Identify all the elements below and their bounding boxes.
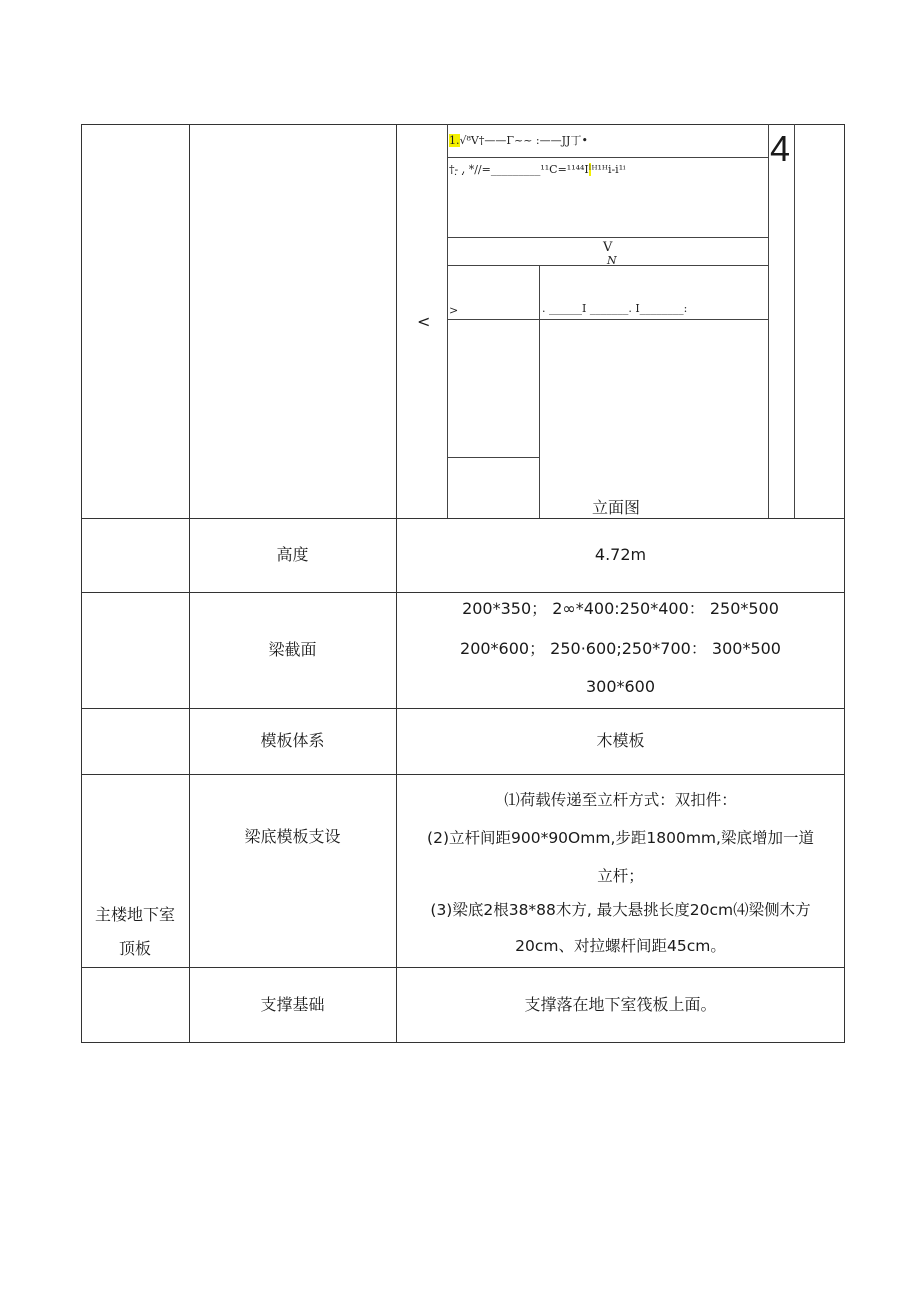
- row-divider-3: [81, 708, 845, 709]
- row-divider-2: [81, 592, 845, 593]
- garbled-text-d: ᴴ¹ᴴi-i¹ⁱ: [591, 163, 626, 176]
- row-divider-1: [81, 518, 845, 519]
- row-label-formwork-system: 模板体系: [260, 731, 325, 750]
- beam-bottom-line-3: 立杆；: [597, 867, 644, 885]
- drawing-frame-right: [768, 124, 769, 518]
- group-label-line-2: 顶板: [118, 939, 151, 958]
- garbled-text-b: ¹¹C=¹¹⁴⁴I: [540, 163, 589, 176]
- drawing-caption: 立面图: [592, 498, 641, 517]
- v-mark: V: [603, 240, 613, 255]
- garbled-text: √⁸V†——Γ~~ :——JJ丁•: [459, 134, 588, 147]
- drawing-line-v1: [539, 265, 540, 518]
- row-label-beam-section: 梁截面: [268, 640, 317, 659]
- sheet-number: 4: [770, 128, 791, 169]
- drawing-frame-left: [447, 124, 448, 518]
- left-marker: <: [417, 312, 431, 331]
- group-label: [81, 904, 189, 960]
- beam-section-line-3: 300*600: [585, 677, 656, 696]
- n-mark: N: [607, 254, 617, 267]
- beam-bottom-line-2: (2)立杆间距900*90Omm,步距1800mm,梁底增加一道: [427, 829, 814, 847]
- drawing-label-second: [449, 163, 625, 176]
- row-label-support-base: 支撑基础: [260, 995, 325, 1014]
- row-divider-5-partial: [189, 967, 845, 968]
- row-value-formwork-system: 木模板: [596, 731, 645, 750]
- highlight-mark: 1.: [449, 134, 460, 147]
- beam-bottom-line-5: 20cm、对拉螺杆间距45cm。: [515, 937, 726, 955]
- col-divider-1: [189, 124, 190, 1043]
- row-divider-4: [81, 774, 845, 775]
- row-label-height: 高度: [276, 545, 309, 564]
- row-label-beam-bottom: 梁底模板支设: [244, 827, 341, 846]
- beam-section-line-2: 200*600； 250·600;250*700： 300*500: [460, 639, 781, 658]
- garbled-text-a: †-̣ ,̣ *//=_________: [449, 163, 541, 176]
- group-label-line-1: 主楼地下室: [94, 905, 175, 924]
- arrow-mark: >: [449, 304, 459, 317]
- beam-section-line-1: 200*350； 2∞*400:250*400： 250*500: [462, 599, 779, 618]
- row-value-height: 4.72m: [594, 545, 647, 564]
- highlight-mark-2: ˡ: [588, 163, 592, 176]
- drawing-line-h2: [447, 237, 769, 238]
- row-value-support-base: 支撑落在地下室筏板上面。: [524, 995, 717, 1014]
- beam-bottom-line-1: ⑴荷载传递至立杆方式：双扣件：: [504, 791, 737, 809]
- outer-frame-right: [794, 124, 795, 518]
- row-value-beam-section: [397, 598, 844, 706]
- dimension-line: . ______I _______. I________:: [542, 302, 688, 315]
- row-value-beam-bottom: [397, 788, 844, 964]
- drawing-line-h1: [447, 157, 769, 158]
- row-divider-5-left: [81, 967, 189, 968]
- drawing-line-h4: [447, 319, 769, 320]
- drawing-label-top: [449, 132, 588, 148]
- drawing-line-h5: [447, 457, 539, 458]
- beam-bottom-line-4: (3)梁底2根38*88木方, 最大悬挑长度20cm⑷梁侧木方: [430, 901, 811, 919]
